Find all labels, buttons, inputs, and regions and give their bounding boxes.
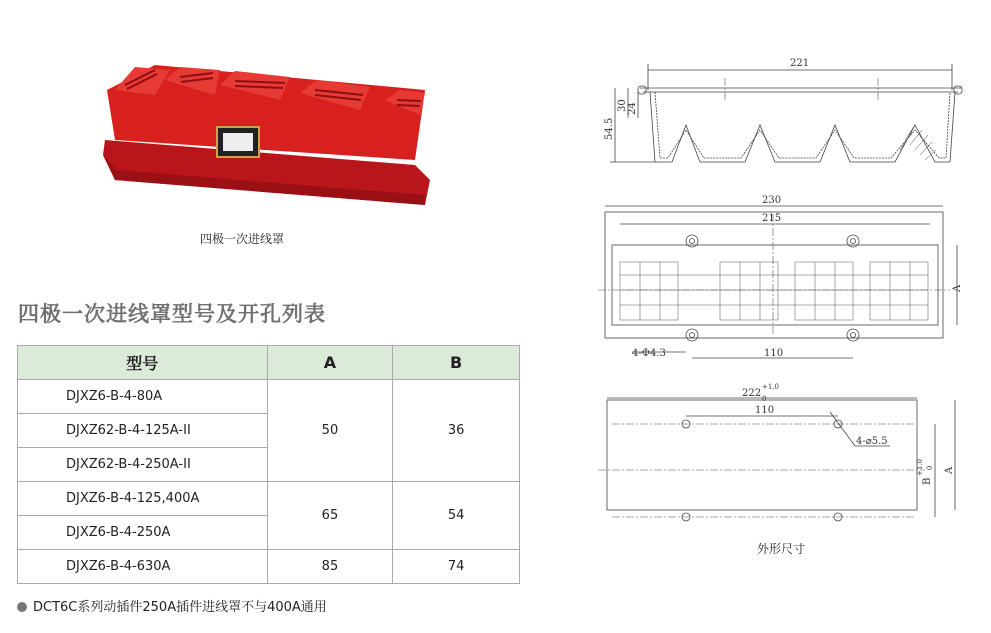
product-photo	[95, 55, 440, 215]
dim-222-tol-lower: 0	[762, 395, 767, 403]
drawing-caption: 外形尺寸	[757, 542, 806, 556]
value-b-cell: 74	[393, 550, 520, 584]
dim-222-tol-upper: +1.0	[762, 383, 779, 391]
value-a-cell: 65	[267, 482, 393, 550]
header-b: B	[393, 346, 520, 380]
front-view	[604, 58, 962, 162]
dim-24: 24	[627, 102, 638, 115]
dim-230: 230	[762, 195, 782, 206]
spec-table	[17, 345, 520, 584]
header-model: 型号	[18, 346, 268, 380]
table-row	[18, 550, 520, 584]
bullet-icon	[17, 602, 27, 612]
model-cell: DJXZ6-B-4-80A	[18, 380, 268, 414]
value-b-cell: 36	[393, 380, 520, 482]
dim-54-5: 54.5	[604, 117, 615, 140]
model-cell: DJXZ6-B-4-250A	[18, 516, 268, 550]
dim-110-top: 110	[764, 348, 784, 359]
value-a-cell: 85	[267, 550, 393, 584]
dim-b-tol-upper: +1.0	[916, 459, 924, 476]
dim-a-top: A	[952, 284, 963, 292]
dim-a-cut: A	[944, 466, 955, 474]
model-cell: DJXZ62-B-4-250A-II	[18, 448, 268, 482]
dim-holes-top: 4-Φ4.3	[632, 348, 666, 359]
model-cell: DJXZ6-B-4-125,400A	[18, 482, 268, 516]
model-cell: DJXZ62-B-4-125A-II	[18, 414, 268, 448]
table-header-row	[18, 346, 520, 380]
value-a-cell: 50	[267, 380, 393, 482]
footnote-text: DCT6C系列动插件250A插件进线罩不与400A通用	[33, 600, 327, 615]
table-row	[18, 380, 520, 414]
dim-30: 30	[617, 99, 628, 112]
header-a: A	[267, 346, 393, 380]
top-view	[598, 195, 963, 359]
table-row	[18, 482, 520, 516]
cutout-view	[598, 383, 955, 521]
dim-holes-cut: 4-⌀5.5	[856, 436, 888, 447]
value-b-cell: 54	[393, 482, 520, 550]
model-cell: DJXZ6-B-4-630A	[18, 550, 268, 584]
dim-b: B	[922, 477, 933, 485]
dim-222: 222	[742, 388, 762, 399]
dim-215: 215	[762, 213, 782, 224]
section-title: 四极一次进线罩型号及开孔列表	[18, 302, 326, 326]
photo-caption: 四极一次进线罩	[200, 232, 285, 246]
footnote	[17, 596, 327, 615]
dim-b-tol-lower: 0	[926, 465, 934, 470]
dim-221: 221	[790, 58, 810, 69]
dimension-drawing	[585, 45, 985, 535]
dim-110-cut: 110	[755, 405, 775, 416]
